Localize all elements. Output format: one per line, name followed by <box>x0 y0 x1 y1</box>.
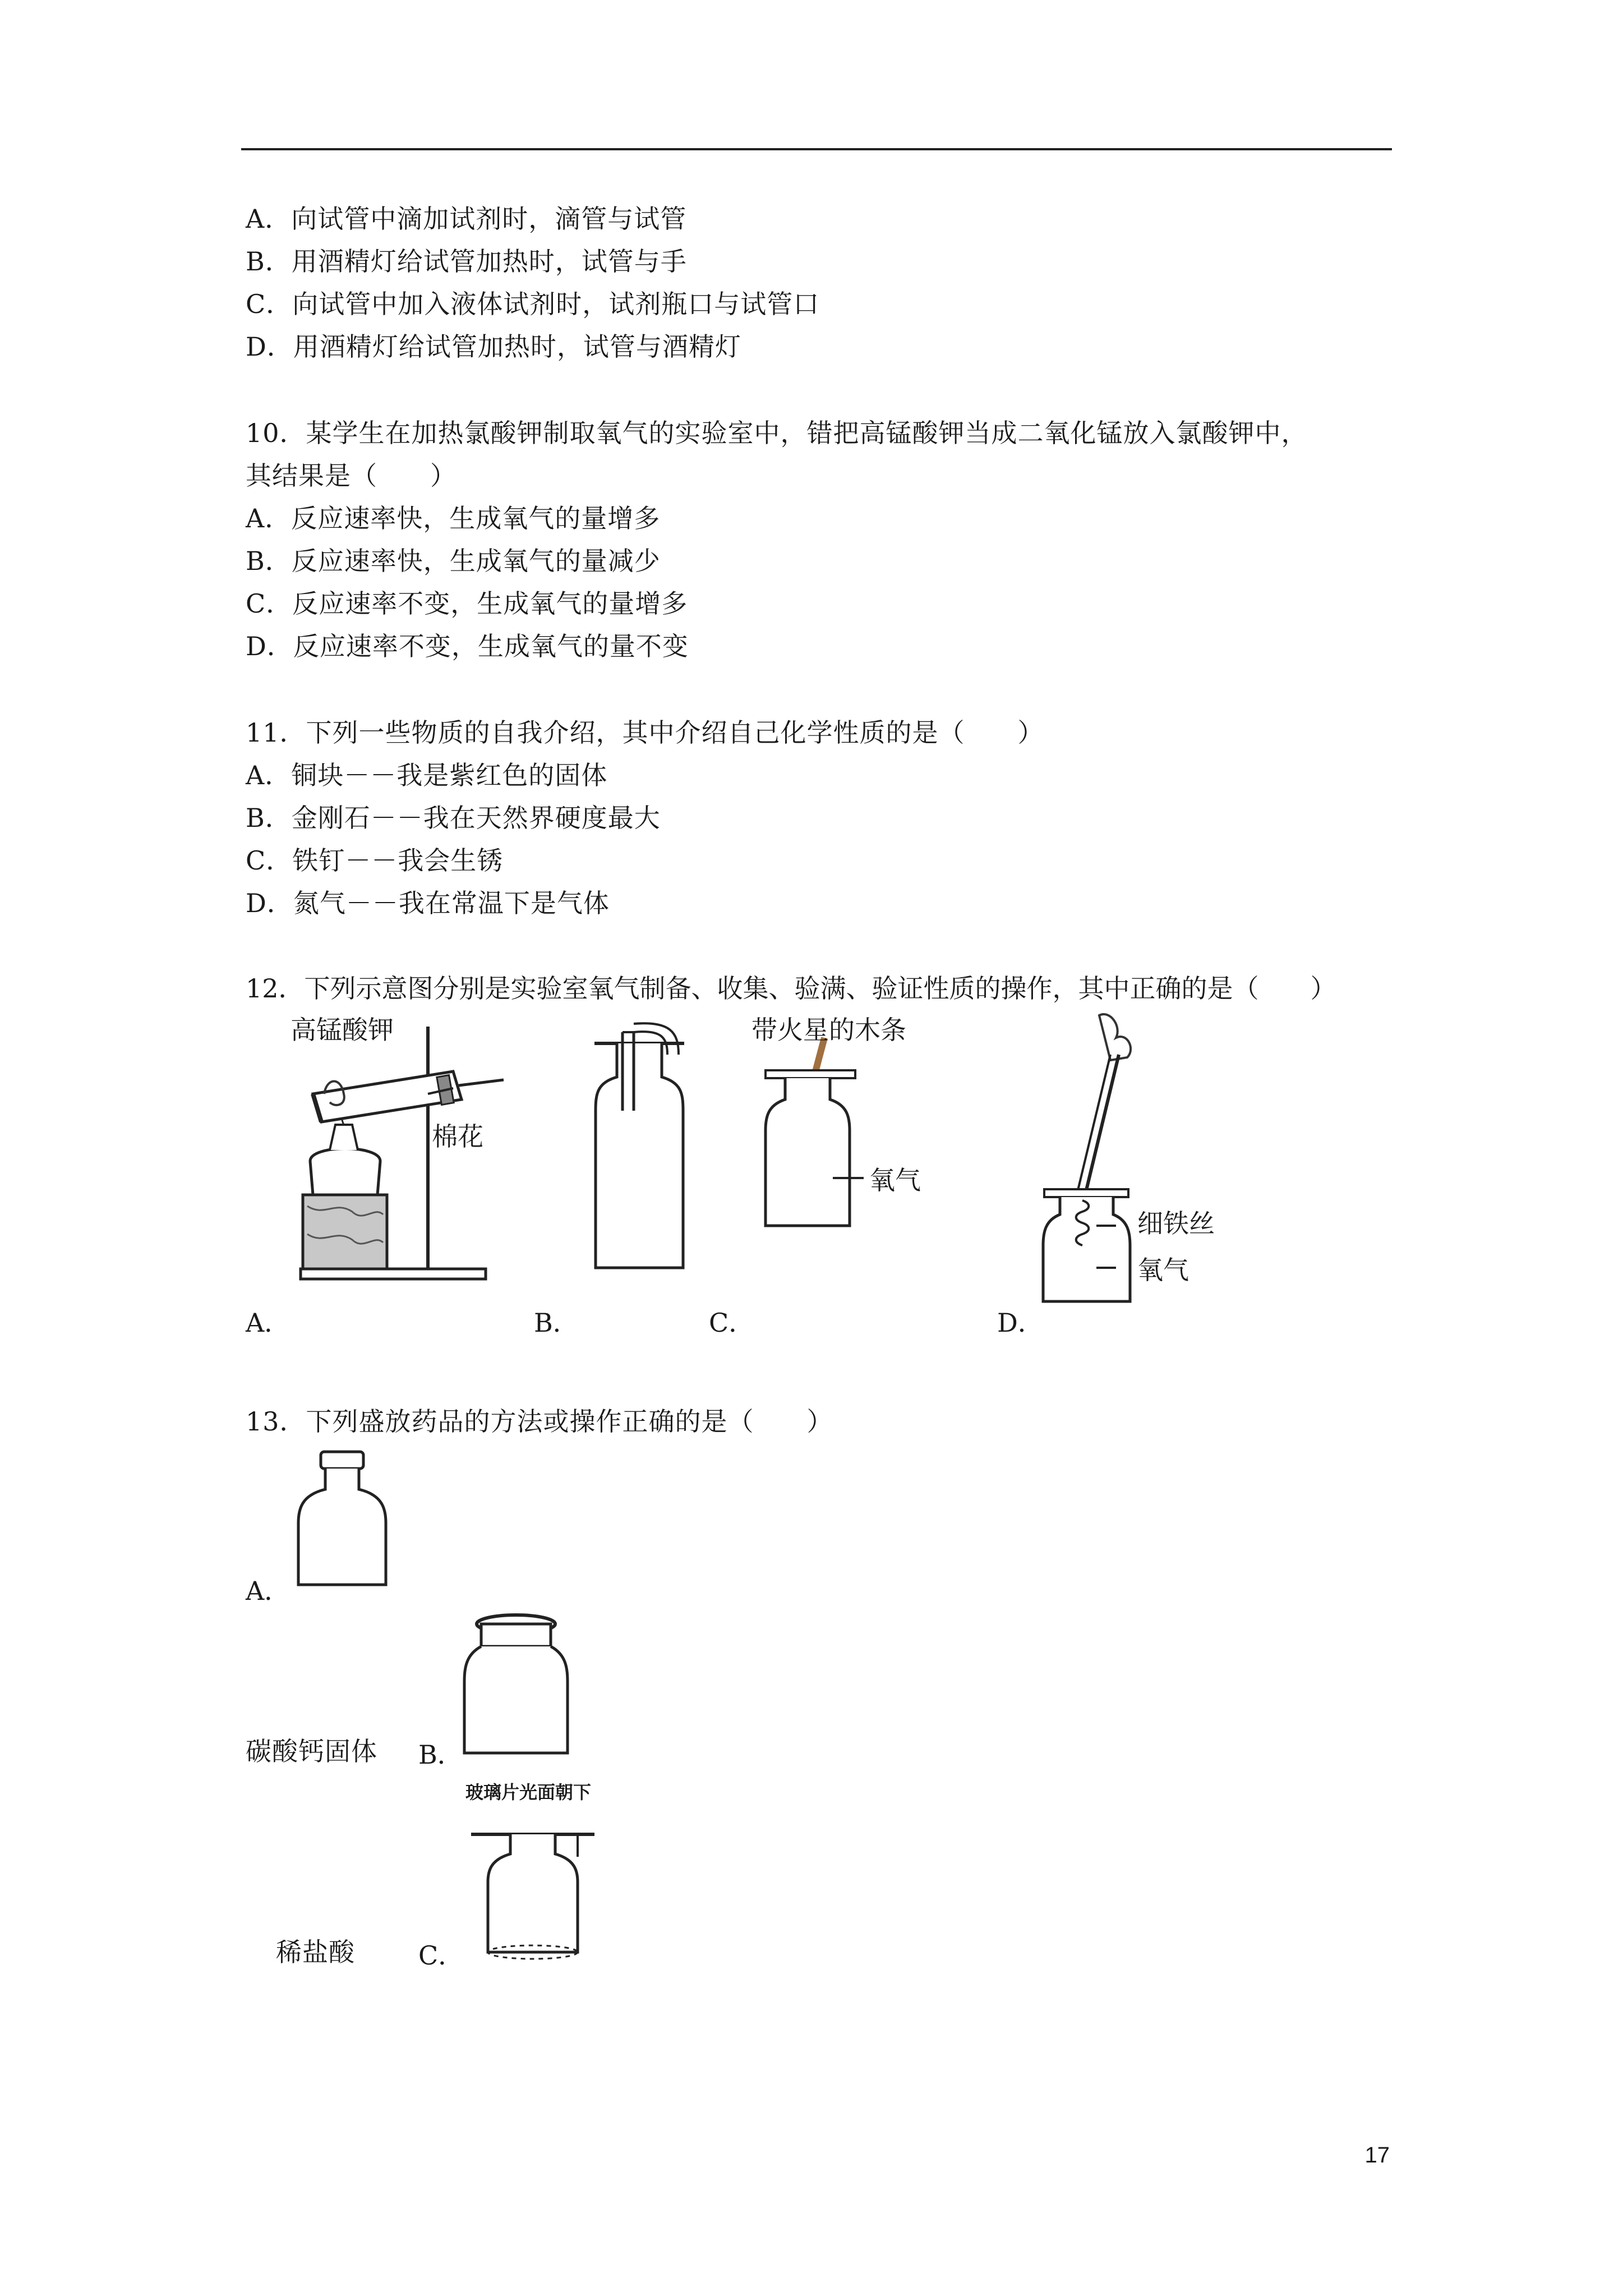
q13-option-a: A． <box>246 1576 291 1606</box>
q12-fig-c-label-splint: 带火星的木条 <box>751 1015 906 1045</box>
q12-option-d: D． <box>997 1308 1044 1338</box>
q10-option-d: D．反应速率不变，生成氧气的量不变 <box>246 631 689 661</box>
q9-option-c: C．向试管中加入液体试剂时，试剂瓶口与试管口 <box>246 289 820 319</box>
q11-option-a: A．铜块－－我是紫红色的固体 <box>246 760 608 790</box>
q13-stem: 13．下列盛放药品的方法或操作正确的是（ ） <box>246 1406 833 1437</box>
q13-item-c-text: 稀盐酸 <box>276 1937 355 1967</box>
q10-option-b: B．反应速率快，生成氧气的量减少 <box>246 546 661 576</box>
q9-option-b: B．用酒精灯给试管加热时，试管与手 <box>246 246 687 277</box>
header-rule <box>241 148 1392 150</box>
q9-option-a: A．向试管中滴加试剂时，滴管与试管 <box>246 204 687 234</box>
q12-option-a: A． <box>246 1308 291 1338</box>
q11-option-d: D．氮气－－我在常温下是气体 <box>246 888 610 918</box>
q10-option-a: A．反应速率快，生成氧气的量增多 <box>246 503 661 533</box>
q12-figure-c <box>751 1010 976 1234</box>
q11-stem: 11．下列一些物质的自我介绍，其中介绍自己化学性质的是（ ） <box>246 717 1044 748</box>
q12-fig-d-label-oxygen: 氧气 <box>1137 1255 1189 1285</box>
q12-fig-c-label-oxygen: 氧气 <box>869 1165 921 1195</box>
q12-figure-a <box>291 1010 526 1285</box>
q12-option-b: B． <box>534 1308 579 1338</box>
q12-fig-a-label-cotton: 棉花 <box>432 1121 483 1152</box>
q11-option-c: C．铁钉－－我会生锈 <box>246 845 504 876</box>
q13-option-c: C． <box>418 1940 464 1971</box>
q10-option-c: C．反应速率不变，生成氧气的量增多 <box>246 588 688 619</box>
q13-item-b-text: 碳酸钙固体 <box>246 1736 377 1766</box>
q13-fig-c-caption: 玻璃片光面朝下 <box>465 1782 592 1803</box>
q12-figure-b <box>583 1021 695 1279</box>
page-number: 17 <box>1364 2143 1390 2168</box>
q13-figure-a-bottle <box>286 1447 398 1593</box>
q12-fig-a-label-kmno4: 高锰酸钾 <box>291 1015 394 1045</box>
q11-option-b: B．金刚石－－我在天然界硬度最大 <box>246 803 661 833</box>
q12-figure-d <box>1038 1010 1239 1307</box>
q12-fig-d-label-iron-wire: 细铁丝 <box>1137 1208 1215 1239</box>
q10-stem-line1: 10．某学生在加热氯酸钾制取氧气的实验室中，错把高锰酸钾当成二氧化锰放入氯酸钾中， <box>246 418 1308 448</box>
q12-option-c: C． <box>709 1308 755 1338</box>
q13-figure-b-jar <box>460 1607 572 1764</box>
q10-stem-line2: 其结果是（ ） <box>246 461 457 491</box>
q12-stem: 12．下列示意图分别是实验室氧气制备、收集、验满、验证性质的操作，其中正确的是（ ） <box>246 973 1336 1004</box>
q9-option-d: D．用酒精灯给试管加热时，试管与酒精灯 <box>246 332 741 362</box>
q13-option-b: B． <box>418 1740 463 1770</box>
